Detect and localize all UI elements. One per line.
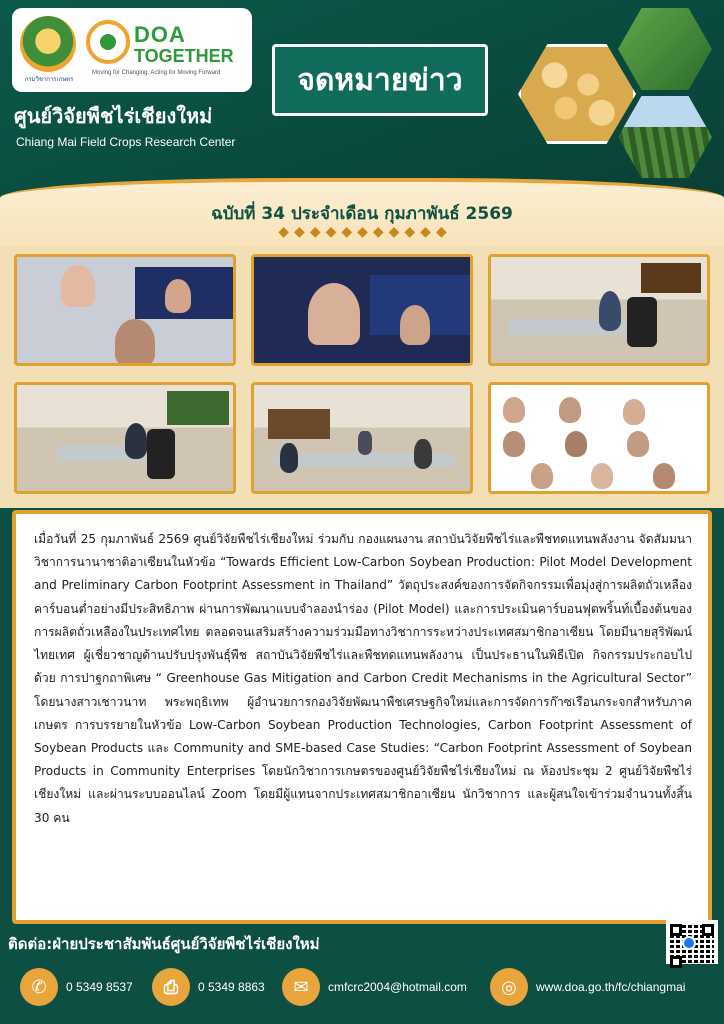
facebook-icon [682, 936, 696, 950]
phone-number[interactable]: 0 5349 8537 [66, 980, 133, 994]
newsletter-title: จดหมายข่าว [297, 62, 463, 98]
doa-line2: TOGETHER [134, 46, 234, 66]
article-box [12, 510, 712, 924]
center-name-english: Chiang Mai Field Crops Research Center [16, 135, 236, 149]
fax-icon: ⎙ [152, 968, 190, 1006]
issue-number: ฉบับที่ 34 ประจำเดือน กุมภาพันธ์ 2569 [211, 204, 513, 224]
email-address[interactable]: cmfcrc2004@hotmail.com [328, 980, 467, 994]
contact-title: ติดต่อ:ฝ่ายประชาสัมพันธ์ศูนย์วิจัยพืชไร่เชียงใหม่ [8, 935, 320, 953]
newsletter-title-box [272, 44, 488, 116]
footer-bar [0, 964, 724, 1024]
fax-number[interactable]: 0 5349 8863 [198, 980, 265, 994]
photo-zoom-speakers [14, 254, 236, 366]
globe-icon: ◎ [490, 968, 528, 1006]
soybean-pods-image [618, 8, 712, 90]
article-body: เมื่อวันที่ 25 กุมภาพันธ์ 2569 ศูนย์วิจัยพืชไร่เชียงใหม่ ร่วมกับ กองแผนงาน สถาบันวิจัยพืชไร่และพืชทดแทนพลังงาน จัดสัมมนาวิชาการนานาชาติอาเซียนในหัวข้อ “Towards Efficient Low-Carbon Soybean Production: Pilot Model Development and Preliminary Carbon Footprint Assessment in Thailand” วัตถุประสงค์ของการจัดกิจกรรมเพื่อมุ่งสู่การผลิตถั่วเหลืองคาร์บอนต่ำอย่างมีประสิทธิภาพ ผ่านการพัฒนาแบบจำลองนำร่อง (Pilot Model) และการประเมินคาร์บอนฟุตพริ้นท์เบื้องต้นของการผลิตถั่วเหลืองในประเทศไทย ตลอดจนเสริมสร้างความร่วมมือทางวิชาการระหว่างประเทศสมาชิกอาเซียน โดยมีนายสุริพัฒน์ ไทยเทศ ผู้เชี่ยวชาญด้านปรับปรุงพันธุ์พืช สถาบันวิจัยพืชไร่และพืชทดแทนพลังงาน เป็นประธานในพิธีเปิด กิจกรรมประกอบไปด้วย การปาฐกถาพิเศษ “ Greenhouse Gas Mitigation and Carbon Credit Mechanisms in the Agricultural Sector” โดยนางสาวเชาวนาท พระพฤธิเทพ ผู้อำนวยการกองวิจัยพัฒนาพืชเศรษฐกิจใหม่และการจัดการก๊าซเรือนกระจกสำหรับภาคเกษตร การบรรยายในหัวข้อ Low-Carbon Soybean Production Technologies, Carbon Footprint Assessment of Soybean Products และ Community and SME-based Case Studies: “Carbon Footprint Assessment of Soybean Products in Community Enterprises โดยนักวิชาการเกษตรของศูนย์วิจัยพืชไร่เชียงใหม่ ณ ห้องประชุม 2 ศูนย์วิจัยพืชไร่เชียงใหม่ และผ่านระบบออนไลน์ Zoom โดยมีผู้แทนจากประเทศสมาชิกอาเซียน นักวิชาการ และผู้สนใจเข้าร่วมจำนวนทั้งสิ้น 30 คน [34, 532, 692, 825]
header [0, 0, 724, 200]
logo-box [12, 8, 252, 92]
doa-together-logo [86, 20, 130, 64]
website-url[interactable]: www.doa.go.th/fc/chiangmai [536, 980, 686, 994]
photo-office-participant [488, 254, 710, 366]
doa-slogan: Moving for Changing, Acting for Moving Forward [92, 70, 221, 76]
photo-zoom-gallery [488, 382, 710, 494]
doa-seal-logo [20, 16, 76, 72]
soybean-field-image [618, 96, 712, 178]
photo-zoom-presentation [251, 254, 473, 366]
diamond-ornament: ◆◆◆◆◆◆◆◆◆◆◆ [278, 224, 452, 240]
photo-gallery [0, 246, 724, 508]
doa-line1: DOA [134, 22, 186, 47]
email-icon: ✉ [282, 968, 320, 1006]
center-name-thai: ศูนย์วิจัยพืชไร่เชียงใหม่ [14, 104, 213, 128]
photo-meeting-room-1 [14, 382, 236, 494]
soybean-seeds-image [518, 44, 636, 144]
photo-meeting-room-2 [251, 382, 473, 494]
phone-icon: ✆ [20, 968, 58, 1006]
logo-caption: กรมวิชาการเกษตร [24, 76, 74, 83]
